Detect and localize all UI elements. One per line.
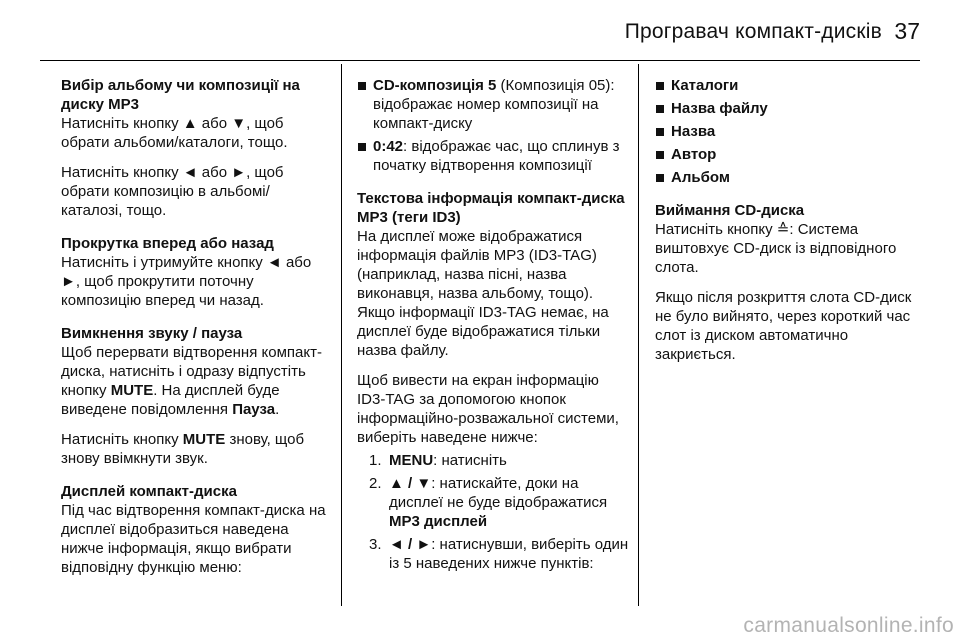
list-item-filename: Назва файлу — [655, 99, 923, 118]
heading-eject-cd: Виймання CD-диска — [655, 202, 805, 219]
text: Щоб перервати відтворення компакт-диска, натисніть і одразу відпустіть кнопку — [61, 344, 322, 399]
bullet-elapsed-time — [357, 137, 629, 175]
mute-button-label: MUTE — [182, 431, 226, 448]
text: (Композиція 05): відображає номер композиції на компакт-диску — [373, 77, 615, 132]
heading-fast-forward-rewind: Прокрутка вперед або назад — [61, 235, 274, 252]
paragraph: Натисніть кнопку ▲ або ▼, щоб обрати альбоми/каталоги, тощо. — [61, 115, 288, 151]
paragraph: Натисніть кнопку ◄ або ►, щоб обрати композицію в альбомі/ каталозі, тощо. — [61, 164, 284, 219]
step-number: 3. — [369, 536, 382, 553]
heading-mp3-text-info: Текстова інформація компакт-диска MP3 (теги ID3) — [357, 190, 625, 226]
text: . На дисплей буде виведене повідомлення — [61, 382, 280, 418]
step-3 — [357, 535, 629, 573]
track-label: CD-композиція 5 — [373, 77, 497, 94]
menu-button-label: MENU — [389, 452, 434, 469]
column-3 — [655, 76, 923, 364]
column-divider-1 — [341, 64, 342, 606]
bullet-track-number — [357, 76, 629, 133]
step-number: 1. — [369, 452, 382, 469]
text: : натискайте, доки на дисплеї не буде відображатися — [389, 475, 608, 511]
left-right-arrows: ◄ / ► — [389, 536, 432, 553]
paragraph: На дисплеї може відображатися інформація файлів MP3 (ID3-TAG) (наприклад, назва пісні, назва виконавця, назва альбому, тощо). Якщо інформації ID3-TAG немає, на дисплеї буде відображатися тільки назва файлу. — [357, 228, 609, 359]
step-2 — [357, 474, 629, 531]
text: знову, щоб знову ввімкнути звук. — [61, 431, 305, 467]
column-divider-2 — [638, 64, 639, 606]
list-item-catalogs: Каталоги — [655, 76, 923, 95]
list-item-album: Альбом — [655, 168, 923, 187]
text: : натисніть — [433, 452, 507, 469]
list-item-artist: Автор — [655, 145, 923, 164]
text: . — [275, 401, 280, 418]
heading-select-album: Вибір альбому чи композиції на диску MP3 — [61, 77, 300, 113]
mute-button-label: MUTE — [110, 382, 154, 399]
text: : Система виштовхує CD-диск із відповідного слота. — [655, 221, 897, 276]
up-down-arrows: ▲ / ▼ — [389, 475, 432, 492]
heading-cd-display: Дисплей компакт-диска — [61, 483, 237, 500]
text: Натисніть кнопку — [655, 221, 777, 238]
time-label: 0:42 — [373, 138, 404, 155]
page-header-title: Програвач компакт-дисків — [624, 20, 882, 43]
paragraph: Натисніть і утримуйте кнопку ◄ або ►, щоб прокрутити поточну композицію вперед чи назад. — [61, 254, 312, 309]
step-1 — [357, 451, 629, 470]
column-1 — [61, 76, 333, 577]
header-divider — [40, 60, 920, 61]
paragraph — [61, 430, 333, 468]
list-item-title: Назва — [655, 122, 923, 141]
paragraph: Щоб вивести на екран інформацію ID3-TAG за допомогою кнопок інформаційно-розважальної системи, виберіть наведене нижче: — [357, 372, 619, 446]
mp3-display-label: MP3 дисплей — [389, 513, 488, 530]
text: Натисніть кнопку — [61, 431, 183, 448]
pause-message: Пауза — [232, 401, 276, 418]
text: : натиснувши, виберіть один із 5 наведених нижче пунктів: — [389, 536, 629, 572]
heading-mute-pause: Вимкнення звуку / пауза — [61, 325, 243, 342]
column-2 — [357, 76, 629, 573]
paragraph — [655, 220, 923, 277]
paragraph — [61, 343, 333, 419]
step-number: 2. — [369, 475, 382, 492]
text: : відображає час, що сплинув з початку відтворення композиції — [373, 138, 620, 174]
eject-icon: ≙ — [776, 221, 790, 238]
watermark: carmanualsonline.info — [743, 614, 954, 637]
paragraph: Під час відтворення компакт-диска на дисплеї відобразиться наведена нижче інформація, якщо вибрати відповідну функцію меню: — [61, 502, 326, 576]
page-number: 37 — [894, 18, 920, 44]
paragraph: Якщо після розкриття слота CD-диск не було вийнято, через короткий час слот із диском автоматично закриється. — [655, 289, 912, 363]
